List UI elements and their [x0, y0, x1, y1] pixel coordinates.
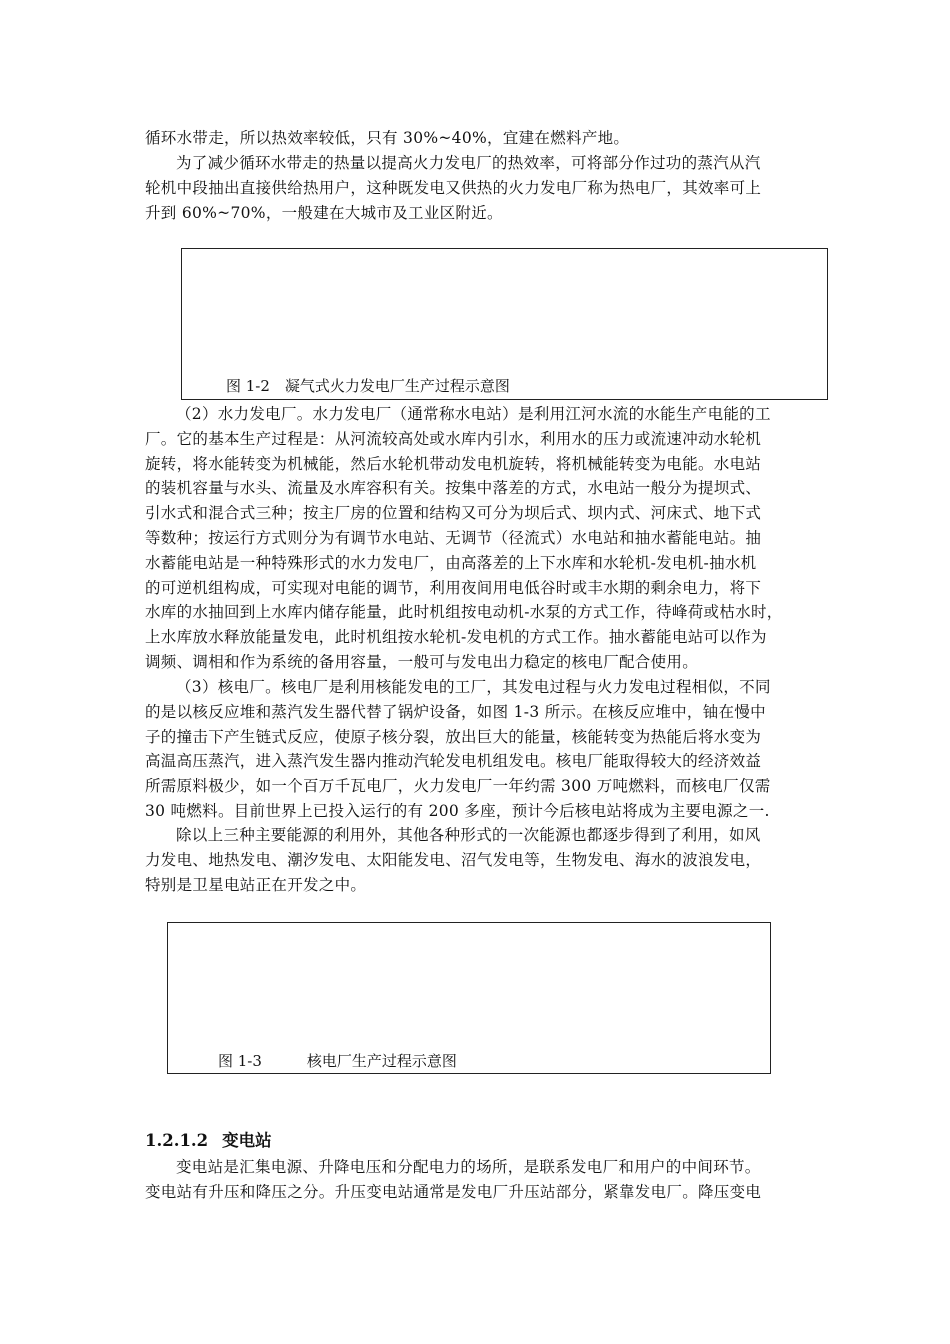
- text-line: 旋转，将水能转变为机械能，然后水轮机带动发电机旋转，将机械能转变为电能。水电站: [145, 454, 762, 473]
- paragraph-thermal-efficiency: [145, 126, 813, 151]
- paragraph-cogeneration: [145, 151, 813, 225]
- text-line: 的可逆机组构成，可实现对电能的调节，利用夜间用电低谷时或丰水期的剩余电力，将下: [145, 578, 762, 597]
- section-number: 1.2.1.2: [145, 1131, 209, 1150]
- text-line: 调频、调相和作为系统的备用容量，一般可与发电出力稳定的核电厂配合使用。: [145, 652, 699, 671]
- figure-1-3-caption: 图 1-3 核电厂生产过程示意图: [218, 1052, 457, 1070]
- text-line: 子的撞击下产生链式反应，使原子核分裂，放出巨大的能量，核能转变为热能后将水变为: [145, 727, 762, 746]
- text-line: 升到 60%~70%，一般建在大城市及工业区附近。: [145, 203, 503, 222]
- text-line: 上水库放水释放能量发电，此时机组按水轮机-发电机的方式工作。抽水蓄能电站可以作为: [145, 628, 767, 647]
- paragraph-substation: [145, 1155, 813, 1205]
- text-line: 引水式和混合式三种；按主厂房的位置和结构又可分为坝后式、坝内式、河床式、地下式: [145, 504, 762, 523]
- text-line: 力发电、地热发电、潮汐发电、太阳能发电、沼气发电等，生物发电、海水的波浪发电，: [145, 850, 762, 869]
- paragraph-other-sources: [145, 823, 813, 897]
- text-line: 高温高压蒸汽，进入蒸汽发生器内推动汽轮发电机组发电。核电厂能取得较大的经济效益: [145, 752, 762, 771]
- text-line: 水库的水抽回到上水库内储存能量，此时机组按电动机-水泵的方式工作，待峰荷或枯水时，: [145, 603, 783, 622]
- text-line: （3）核电厂。核电厂是利用核能发电的工厂，其发电过程与火力发电过程相似，不同: [176, 678, 771, 696]
- text-line: （2）水力发电厂。水力发电厂（通常称水电站）是利用江河水流的水能生产电能的工: [176, 405, 771, 423]
- section-heading: [145, 1127, 272, 1151]
- text-line: 轮机中段抽出直接供给热用户，这种既发电又供热的火力发电厂称为热电厂，其效率可上: [145, 178, 762, 197]
- text-line: 变电站是汇集电源、升降电压和分配电力的场所，是联系发电厂和用户的中间环节。: [176, 1158, 761, 1176]
- text-line: 厂。它的基本生产过程是：从河流较高处或水库内引水，利用水的压力或流速冲动水轮机: [145, 429, 762, 448]
- text-line: 变电站有升压和降压之分。升压变电站通常是发电厂升压站部分，紧靠发电厂。降压变电: [145, 1182, 762, 1201]
- text-line: 特别是卫星电站正在开发之中。: [145, 875, 367, 894]
- text-line: 为了减少循环水带走的热量以提高火力发电厂的热效率，可将部分作过功的蒸汽从汽: [176, 154, 761, 172]
- text-line: 除以上三种主要能源的利用外，其他各种形式的一次能源也都逐步得到了利用，如风: [176, 826, 761, 844]
- text-line: 循环水带走，所以热效率较低，只有 30%~40%，宜建在燃料产地。: [145, 129, 630, 147]
- paragraph-nuclear: [145, 675, 813, 824]
- text-line: 30 吨燃料。目前世界上已投入运行的有 200 多座，预计今后核电站将成为主要电源之一.: [145, 801, 770, 820]
- text-line: 等数种；按运行方式则分为有调节水电站、无调节（径流式）水电站和抽水蓄能电站。抽: [145, 528, 762, 547]
- text-line: 所需原料极少，如一个百万千瓦电厂，火力发电厂一年约需 300 万吨燃料，而核电厂仅需: [145, 777, 771, 796]
- text-line: 的装机容量与水头、流量及水库容积有关。按集中落差的方式，水电站一般分为提坝式、: [145, 479, 762, 498]
- paragraph-hydropower: [145, 402, 813, 675]
- text-line: 的是以核反应堆和蒸汽发生器代替了锅炉设备，如图 1-3 所示。在核反应堆中，铀在慢中: [145, 702, 766, 721]
- section-title: 变电站: [222, 1131, 272, 1150]
- text-line: 水蓄能电站是一种特殊形式的水力发电厂，由高落差的上下水库和水轮机-发电机-抽水机: [145, 553, 757, 572]
- figure-1-2-caption: 图 1-2 凝气式火力发电厂生产过程示意图: [226, 377, 510, 395]
